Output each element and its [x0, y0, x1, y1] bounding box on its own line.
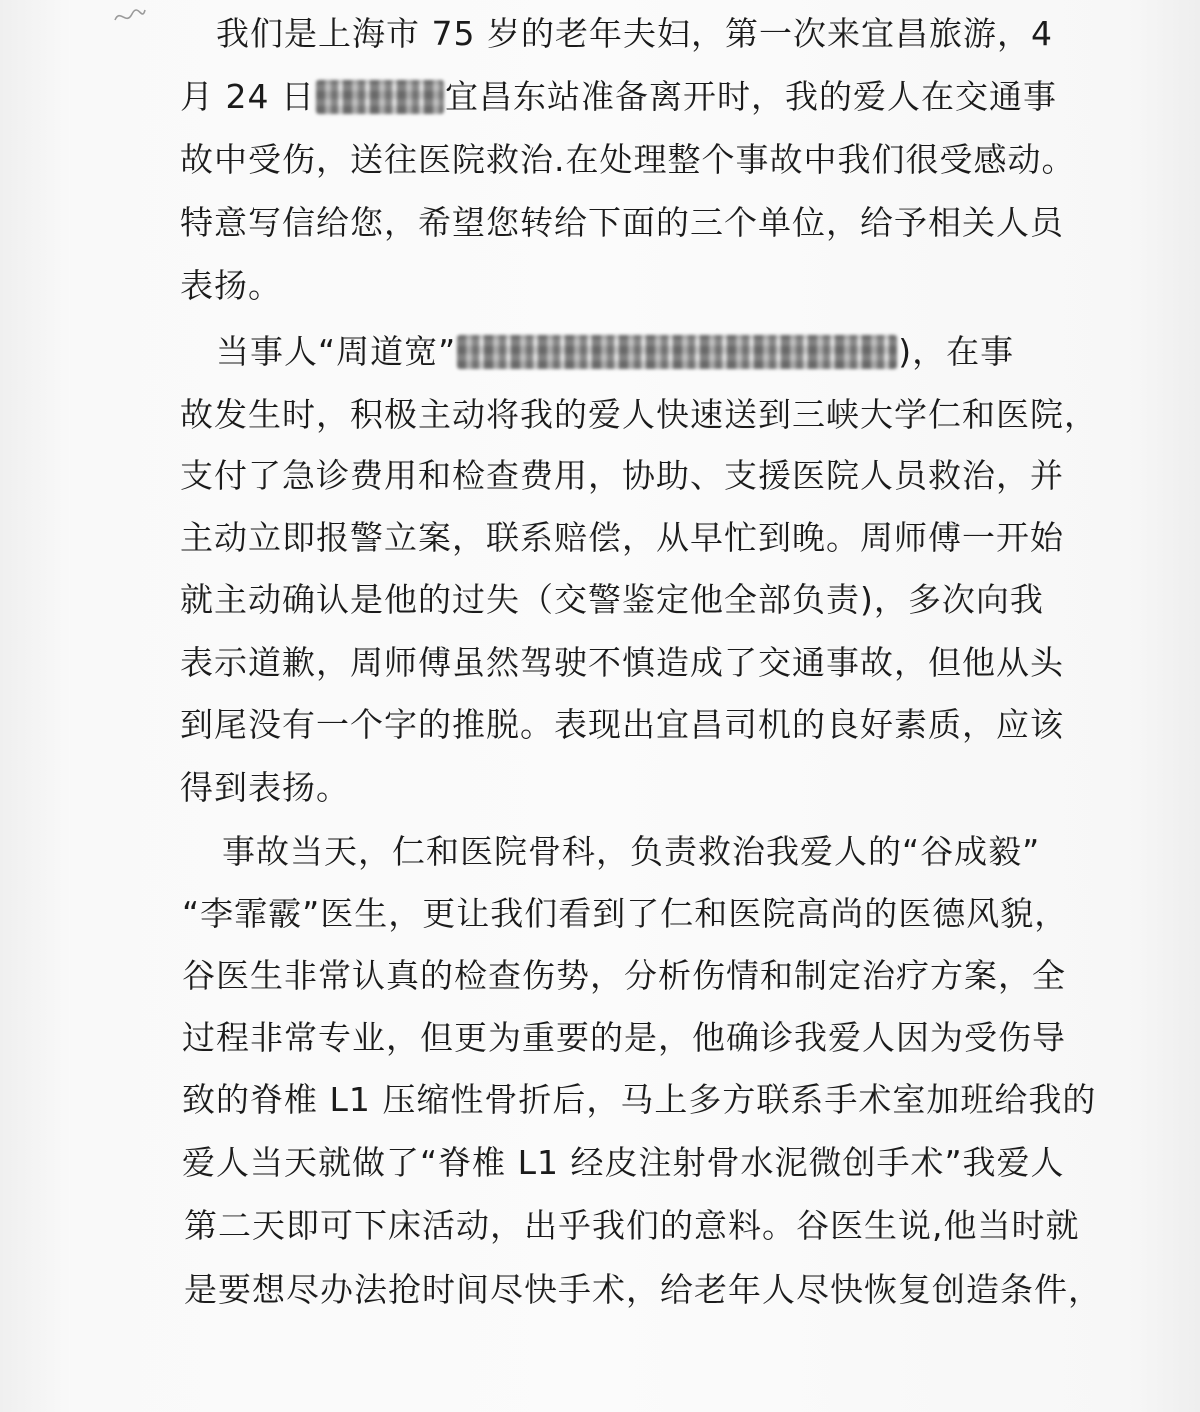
- redacted-region: [457, 335, 897, 369]
- text-line: 表扬。: [180, 266, 282, 305]
- text-line: 到尾没有一个字的推脱。表现出宜昌司机的良好素质，应该: [180, 705, 1064, 744]
- text-line: 是要想尽办法抢时间尽快手术，给老年人尽快恢复创造条件，: [184, 1270, 1102, 1309]
- text-line: [216, 332, 1014, 372]
- text-line: 第二天即可下床活动，出乎我们的意料。谷医生说,他当时就: [184, 1206, 1080, 1245]
- text-segment: 当事人“周道宽”: [216, 332, 457, 371]
- text-segment: )，在事: [898, 332, 1015, 371]
- text-line: 我们是上海市 75 岁的老年夫妇，第一次来宜昌旅游，4: [216, 14, 1053, 53]
- text-line: 得到表扬。: [180, 768, 350, 807]
- text-line: 谷医生非常认真的检查伤势，分析伤情和制定治疗方案，全: [182, 956, 1066, 995]
- text-line: 特意写信给您，希望您转给下面的三个单位，给予相关人员: [180, 203, 1064, 242]
- text-segment: 宜昌东站准备离开时，我的爱人在交通事: [444, 77, 1057, 116]
- text-line: 故发生时，积极主动将我的爱人快速送到三峡大学仁和医院，: [180, 395, 1098, 434]
- text-line: 就主动确认是他的过失（交警鉴定他全部负责)，多次向我: [180, 580, 1044, 619]
- text-line: 支付了急诊费用和检查费用，协助、支援医院人员救治，并: [180, 456, 1064, 495]
- text-line: 致的脊椎 L1 压缩性骨折后，马上多方联系手术室加班给我的: [182, 1080, 1097, 1119]
- text-line: 故中受伤，送往医院救治.在处理整个事故中我们很受感动。: [180, 140, 1076, 179]
- text-segment: 月 24 日: [180, 77, 315, 116]
- pen-stroke-mark: [112, 4, 148, 30]
- text-line: “李霏霰”医生，更让我们看到了仁和医院高尚的医德风貌，: [182, 894, 1069, 933]
- text-line: 主动立即报警立案，联系赔偿，从早忙到晚。周师傅一开始: [180, 518, 1064, 557]
- text-line: 表示道歉，周师傅虽然驾驶不慎造成了交通事故，但他从头: [180, 643, 1064, 682]
- text-line: 过程非常专业，但更为重要的是，他确诊我爱人因为受伤导: [182, 1018, 1066, 1057]
- text-line: 事故当天，仁和医院骨科，负责救治我爱人的“谷成毅”: [222, 832, 1041, 871]
- text-line: [180, 77, 1057, 117]
- redacted-region: [316, 80, 444, 114]
- text-line: 爱人当天就做了“脊椎 L1 经皮注射骨水泥微创手术”我爱人: [182, 1143, 1065, 1182]
